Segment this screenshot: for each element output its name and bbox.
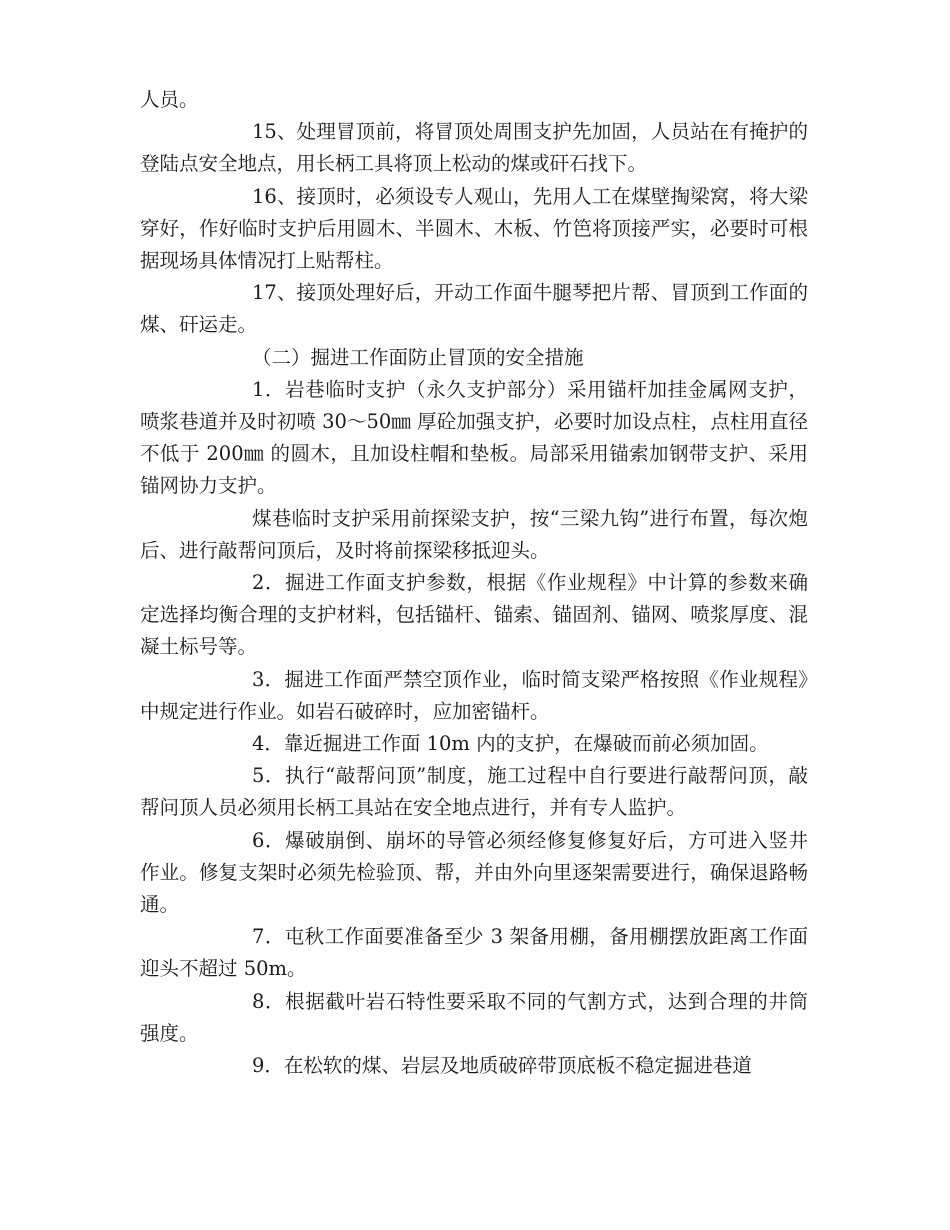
- paragraph-measure-6: 6．爆破崩倒、崩坏的导管必须经修复修复好后，方可进入竖井作业。修复支架时必须先检验顶、帮，并由外向里逐架需要进行，确保退路畅通。: [140, 828, 808, 917]
- paragraph-continuation: 人员。: [140, 88, 199, 111]
- document-page: [140, 84, 808, 1082]
- paragraph-item-16: 16、接顶时，必须设专人观山，先用人工在煤壁掏梁窝，将大梁穿好，作好临时支护后用圆木、半圆木、木板、竹笆将顶接严实，必要时可根据现场具体情况打上贴帮柱。: [140, 184, 808, 273]
- paragraph-item-17: 17、接顶处理好后，开动工作面牛腿琴把片帮、冒顶到工作面的煤、矸运走。: [140, 281, 808, 337]
- paragraph-measure-3: 3．掘进工作面严禁空顶作业，临时简支梁严格按照《作业规程》中规定进行作业。如岩石破碎时，应加密锚杆。: [140, 667, 808, 723]
- paragraph-measure-2: 2．掘进工作面支护参数，根据《作业规程》中计算的参数来确定选择均衡合理的支护材料，包括锚杆、锚索、锚固剂、锚网、喷浆厚度、混凝土标号等。: [140, 571, 808, 659]
- paragraph-measure-7: 7．屯秋工作面要准备至少 3 架备用棚，备用棚摆放距离工作面迎头不超过 50m。: [140, 925, 808, 981]
- section-heading: （二）掘进工作面防止冒顶的安全措施: [252, 345, 584, 369]
- paragraph-measure-1: 1．岩巷临时支护（永久支护部分）采用锚杆加挂金属网支护，喷浆巷道并及时初喷 30～50㎜ 厚砼加强支护，必要时加设点柱，点柱用直径不低于 200㎜ 的圆木，且加设柱帽和垫板。局部采用锚索加钢带支护、采用锚网协力支护。: [140, 377, 808, 498]
- paragraph-measure-1-coal: 煤巷临时支护采用前探梁支护，按“三梁九钩”进行布置，每次炮后、进行敲帮问顶后，及时将前探梁移抵迎头。: [140, 506, 808, 562]
- paragraph-item-15: 15、处理冒顶前，将冒顶处周围支护先加固，人员站在有掩护的登陆点安全地点，用长柄工具将顶上松动的煤或矸石找下。: [140, 120, 808, 176]
- paragraph-measure-9: 9．在松软的煤、岩层及地质破碎带顶底板不稳定掘进巷道: [252, 1054, 752, 1078]
- paragraph-measure-8: 8．根据截叶岩石特性要采取不同的气割方式，达到合理的井筒强度。: [140, 989, 808, 1045]
- paragraph-measure-5: 5．执行“敲帮问顶”制度，施工过程中自行要进行敲帮问顶，敲帮问顶人员必须用长柄工具站在安全地点进行，并有专人监护。: [140, 764, 808, 820]
- paragraph-measure-4: 4．靠近掘进工作面 10m 内的支护，在爆破而前必须加固。: [252, 732, 769, 756]
